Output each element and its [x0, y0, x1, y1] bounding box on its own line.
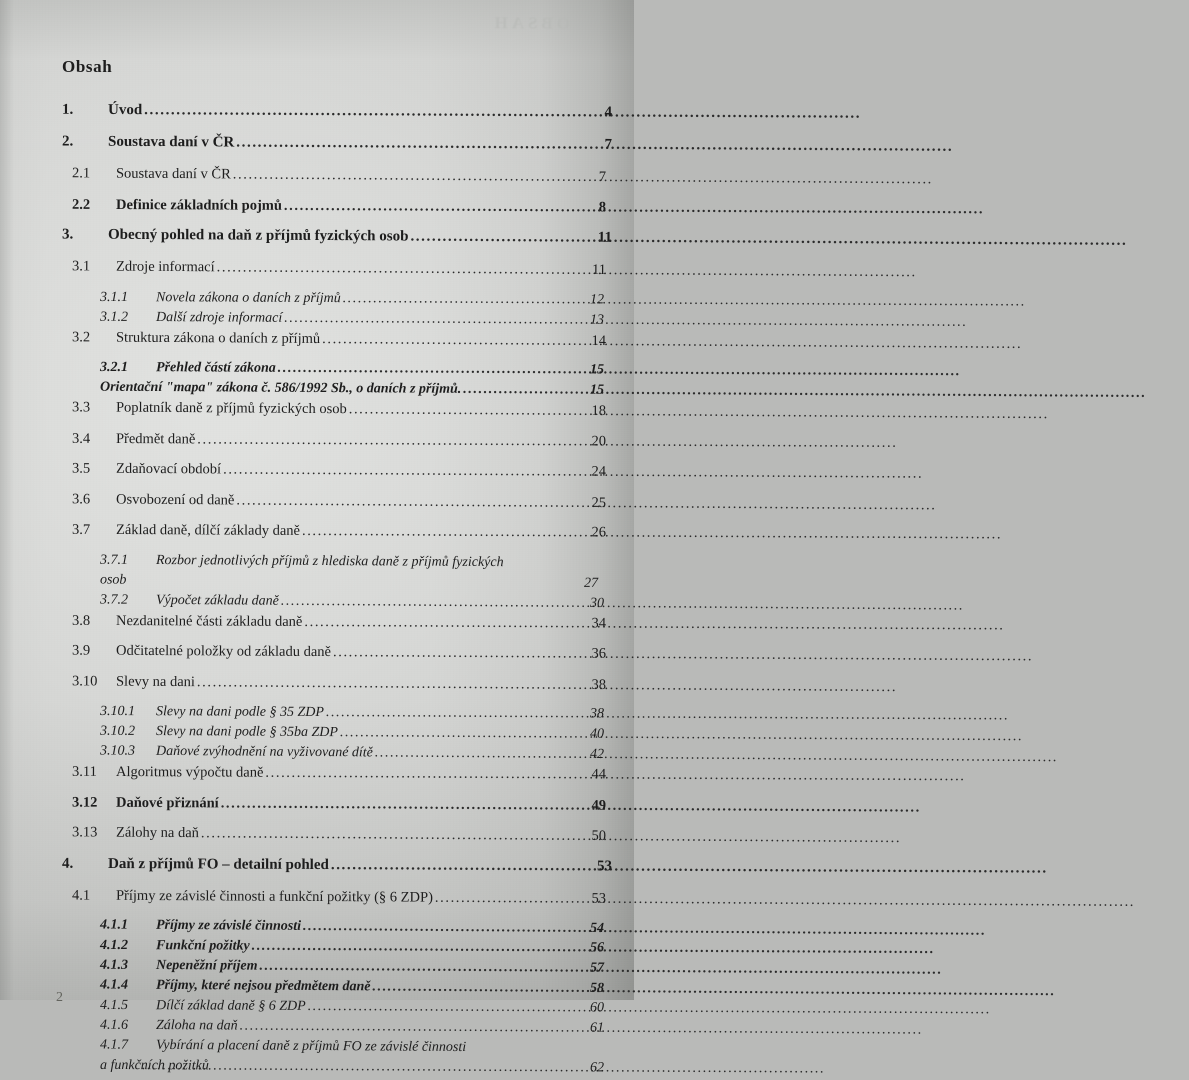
- reverse-side-showthrough-text: OBSAH: [150, 10, 570, 40]
- toc-entry-label: Další zdroje informací: [156, 311, 282, 326]
- toc-entry-page-number: 40: [582, 728, 604, 742]
- toc-entry[interactable]: [0, 856, 634, 874]
- toc-entry-number: 3.6: [0, 491, 116, 506]
- page-title: Obsah: [62, 57, 112, 77]
- toc-entry[interactable]: [0, 380, 634, 398]
- dot-leader: [304, 614, 583, 630]
- toc-entry-number: 3.: [0, 227, 108, 243]
- toc-entry[interactable]: [0, 431, 634, 449]
- dot-leader: [322, 332, 583, 348]
- toc-entry-label: Vybírání a placení daně z příjmů FO ze závislé činnosti: [156, 1039, 466, 1055]
- toc-entry-number: 3.2.1: [0, 360, 156, 375]
- toc-entry[interactable]: [0, 795, 634, 813]
- dot-leader: [197, 675, 583, 692]
- dot-leader: [410, 230, 589, 246]
- dot-leader: [233, 167, 583, 184]
- toc-entry-page-number: 50: [584, 829, 606, 844]
- toc-entry[interactable]: [0, 764, 634, 782]
- toc-entry[interactable]: [0, 978, 634, 996]
- toc-entry-page-number: 15: [582, 363, 604, 377]
- dot-leader: [252, 940, 581, 956]
- toc-entry-label: Definice základních pojmů: [116, 198, 282, 213]
- toc-entry-page-number: 54: [582, 922, 604, 936]
- toc-entry-page-number: 53: [590, 859, 612, 874]
- dot-leader: [284, 311, 581, 327]
- toc-entry-label: Orientační "mapa" zákona č. 586/1992 Sb., o daních z příjmů.: [100, 381, 461, 397]
- toc-entry-page-number: 25: [584, 495, 606, 510]
- toc-entry-page-number: 11: [590, 231, 612, 246]
- toc-entry[interactable]: [0, 400, 634, 419]
- toc-entry-page-number: 49: [584, 798, 606, 813]
- toc-entry-number: 3.7: [0, 522, 116, 537]
- dot-leader: [333, 645, 583, 661]
- toc-entry-page-number: 30: [582, 596, 604, 610]
- toc-entry-number: 4.1.4: [0, 978, 156, 993]
- toc-entry-number: 3.2: [0, 329, 116, 344]
- toc-entry[interactable]: [0, 918, 634, 936]
- toc-entry-number: 2.2: [0, 197, 116, 212]
- toc-entry-label: Daňové zvýhodnění na vyživované dítě: [156, 745, 373, 761]
- toc-entry-number: 3.10.3: [0, 744, 156, 759]
- dot-leader: [223, 462, 583, 479]
- toc-entry-label: Příjmy, které nejsou předmětem daně: [156, 979, 371, 994]
- dot-leader: [435, 890, 583, 905]
- toc-entry-page-number: 56: [582, 941, 604, 955]
- page-folio-number: 2: [56, 990, 63, 1006]
- dot-leader: [197, 432, 583, 448]
- toc-entry-label: Zdroje informací: [116, 260, 215, 275]
- toc-entry-number: 3.7.2: [0, 592, 156, 607]
- toc-entry-label: Slevy na dani: [116, 674, 195, 689]
- dot-leader: [240, 1020, 581, 1036]
- toc-entry-label: Úvod: [108, 103, 142, 118]
- toc-entry[interactable]: [0, 553, 634, 571]
- toc-entry[interactable]: [0, 259, 634, 278]
- toc-entry-wrap-line[interactable]: [0, 1058, 634, 1075]
- dot-leader: [201, 826, 583, 843]
- dot-leader: [144, 103, 589, 120]
- dot-leader: [265, 766, 583, 782]
- toc-entry-number: 4.: [0, 856, 108, 872]
- toc-entry-page-number: 13: [582, 313, 604, 327]
- toc-entry-page-number: 44: [584, 767, 606, 782]
- toc-entry-page-number: 53: [584, 891, 606, 906]
- toc-entry-wrap-label: osob: [0, 572, 140, 587]
- toc-entry-page-number: 12: [582, 293, 604, 307]
- toc-entry-number: 3.12: [0, 795, 116, 810]
- toc-entry[interactable]: [0, 166, 634, 185]
- toc-entry-page-number: 26: [584, 525, 606, 540]
- dot-leader: [331, 858, 589, 874]
- scanned-page: [0, 0, 634, 1000]
- toc-entry-page-number: 27: [562, 576, 604, 590]
- toc-entry-page-number: 14: [584, 333, 606, 348]
- toc-entry-page-number: 34: [584, 616, 606, 631]
- toc-entry-number: 3.1: [0, 259, 116, 274]
- toc-entry-label: Příjmy ze závislé činnosti a funkční požitky (§ 6 ZDP): [116, 888, 433, 904]
- toc-entry[interactable]: [0, 958, 634, 976]
- toc-entry-label: Funkční požitky: [156, 939, 250, 953]
- toc-entry[interactable]: [0, 613, 634, 631]
- toc-entry-page-number: 18: [584, 404, 606, 419]
- toc-entry-label: Osvobození od daně: [116, 492, 234, 507]
- toc-entry-number: 3.3: [0, 400, 116, 415]
- toc-entry-number: 1.: [0, 102, 108, 118]
- toc-entry-number: 2.: [0, 134, 108, 150]
- toc-entry[interactable]: [0, 310, 634, 328]
- toc-entry-label: Zálohy na daň: [116, 826, 199, 841]
- dot-leader: [375, 746, 581, 761]
- toc-entry-number: [0, 394, 100, 395]
- toc-entry-label: Přehled částí zákona: [156, 361, 276, 376]
- toc-entry-page-number: 24: [584, 465, 606, 480]
- dot-leader: [236, 136, 589, 153]
- dot-leader: [343, 292, 581, 307]
- toc-entry-label: Dílčí základ daně § 6 ZDP: [156, 999, 306, 1014]
- toc-entry-number: 3.5: [0, 461, 116, 476]
- dot-leader: [142, 1059, 581, 1075]
- toc-entry-label: Novela zákona o daních z příjmů: [156, 291, 341, 306]
- toc-entry-label: Daň z příjmů FO – detailní pohled: [108, 856, 329, 872]
- dot-leader: [284, 198, 583, 214]
- toc-entry[interactable]: [0, 102, 634, 120]
- toc-entry-label: Příjmy ze závislé činnosti: [156, 919, 301, 934]
- toc-entry-number: 4.1.5: [0, 998, 156, 1013]
- toc-entry-number: 4.1.6: [0, 1018, 156, 1033]
- dot-leader: [308, 1000, 581, 1015]
- toc-entry-page-number: 58: [582, 982, 604, 996]
- toc-entry-number: 3.10: [0, 673, 116, 688]
- dot-leader: [326, 706, 581, 721]
- toc-entry[interactable]: [0, 673, 634, 692]
- toc-entry[interactable]: [0, 1038, 634, 1056]
- toc-entry-label: Soustava daní v ČR: [108, 135, 234, 151]
- toc-entry-page-number: 15: [582, 384, 604, 398]
- toc-entry-page-number: 7: [584, 170, 606, 185]
- toc-entry-page-number: 38: [584, 677, 606, 692]
- toc-entry-page-number: 20: [584, 434, 606, 449]
- toc-entry-label: Daňové přiznání: [116, 795, 219, 810]
- toc-entry-label: Struktura zákona o daních z příjmů: [116, 330, 320, 346]
- toc-entry[interactable]: [0, 643, 634, 661]
- toc-entry[interactable]: [0, 825, 634, 844]
- toc-entry-label: Nepeněžní příjem: [156, 959, 258, 974]
- toc-entry-number: 4.1.1: [0, 918, 156, 933]
- toc-entry-label: Slevy na dani podle § 35ba ZDP: [156, 725, 338, 740]
- toc-entry-page-number: 42: [582, 748, 604, 762]
- toc-entry[interactable]: [0, 888, 634, 906]
- toc-entry-page-number: 61: [582, 1022, 604, 1036]
- toc-entry-number: 2.1: [0, 166, 116, 181]
- toc-entry-label: Záloha na daň: [156, 1019, 238, 1033]
- toc-entry[interactable]: [0, 724, 634, 742]
- toc-entry[interactable]: [0, 491, 634, 510]
- toc-entry-number: 3.8: [0, 613, 116, 628]
- toc-entry-label: Zdaňovací období: [116, 462, 221, 477]
- toc-entry-page-number: 36: [584, 647, 606, 662]
- toc-entry[interactable]: [0, 744, 634, 762]
- toc-entry[interactable]: [0, 461, 634, 479]
- toc-entry[interactable]: [0, 360, 634, 377]
- toc-entry-number: 4.1.3: [0, 958, 156, 973]
- toc-entry-label: Obecný pohled na daň z příjmů fyzických osob: [108, 228, 409, 245]
- dot-leader: [302, 524, 583, 540]
- toc-entry[interactable]: [0, 592, 634, 610]
- toc-entry-label: Slevy na dani podle § 35 ZDP: [156, 705, 324, 720]
- toc-entry[interactable]: [0, 522, 634, 540]
- toc-entry-number: 3.7.1: [0, 553, 156, 568]
- toc-entry-label: Výpočet základu daně: [156, 593, 279, 608]
- toc-entry[interactable]: [0, 197, 634, 215]
- toc-entry-label: Poplatník daně z příjmů fyzických osob: [116, 401, 347, 417]
- dot-leader: [372, 980, 581, 995]
- toc-entry-label: Nezdanitelné části základu daně: [116, 614, 302, 629]
- toc-entry-label: Algoritmus výpočtu daně: [116, 765, 263, 780]
- toc-entry-number: 3.10.1: [0, 704, 156, 719]
- toc-entry-page-number: 8: [584, 200, 606, 215]
- toc-entry-page-number: 4: [590, 105, 612, 120]
- toc-entry-label: Rozbor jednotlivých příjmů z hlediska daně z příjmů fyzických: [156, 554, 504, 570]
- dot-leader: [236, 493, 583, 510]
- toc-entry-number: 3.13: [0, 825, 116, 840]
- toc-entry-number: 3.11: [0, 764, 116, 779]
- toc-entry-number: 3.1.1: [0, 290, 156, 305]
- toc-entry[interactable]: [0, 998, 634, 1015]
- toc-entry[interactable]: [0, 1018, 634, 1036]
- dot-leader: [259, 960, 581, 976]
- dot-leader: [221, 796, 583, 813]
- toc-entry-page-number: 62: [582, 1061, 604, 1075]
- toc-entry-page-number: 60: [582, 1001, 604, 1015]
- dot-leader: [278, 362, 581, 377]
- toc-entry[interactable]: [0, 938, 634, 955]
- toc-entry-page-number: 38: [582, 707, 604, 721]
- toc-entry-label: Odčitatelné položky od základu daně: [116, 644, 331, 660]
- toc-entry-wrap-line[interactable]: [0, 572, 634, 590]
- toc-entry-number: 3.10.2: [0, 724, 156, 739]
- toc-entry-label: Předmět daně: [116, 432, 195, 447]
- toc-entry-page-number: 11: [584, 263, 606, 278]
- table-of-contents: [0, 104, 634, 1080]
- toc-entry-label: Soustava daní v ČR: [116, 167, 231, 182]
- toc-entry-page-number: 7: [590, 138, 612, 153]
- dot-leader: [340, 726, 581, 741]
- toc-entry-number: 3.4: [0, 431, 116, 446]
- toc-entry-label: Základ daně, dílčí základy daně: [116, 523, 300, 538]
- toc-entry[interactable]: [0, 704, 634, 721]
- toc-entry-page-number: 57: [582, 962, 604, 976]
- dot-leader: [281, 594, 581, 610]
- dot-leader: [463, 383, 581, 398]
- toc-entry-number: 4.1.2: [0, 938, 156, 953]
- toc-entry-number: 3.1.2: [0, 310, 156, 325]
- toc-entry-number: 4.1: [0, 888, 116, 903]
- toc-entry-number: 3.9: [0, 643, 116, 658]
- toc-entry[interactable]: [0, 290, 634, 307]
- toc-entry[interactable]: [0, 329, 634, 348]
- dot-leader: [303, 920, 581, 936]
- toc-entry-number: 4.1.7: [0, 1038, 156, 1053]
- toc-entry[interactable]: [0, 227, 634, 246]
- toc-entry-wrap-label: a funkčních požitků: [0, 1058, 140, 1073]
- dot-leader: [349, 402, 583, 418]
- dot-leader: [217, 260, 583, 277]
- toc-entry[interactable]: [0, 134, 634, 153]
